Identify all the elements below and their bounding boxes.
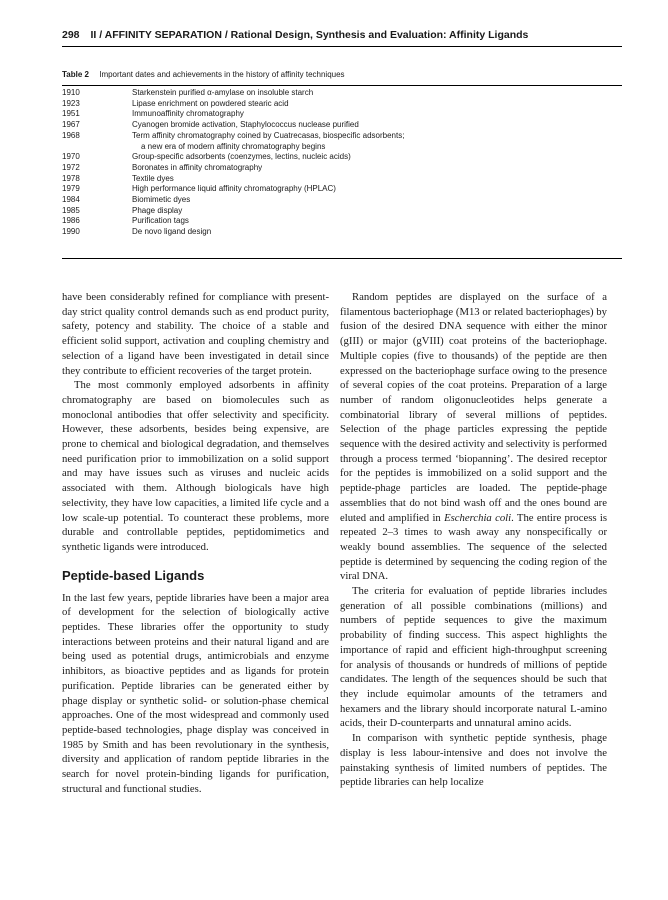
table-top-rule: [62, 85, 622, 86]
table-event-text: De novo ligand design: [132, 227, 212, 237]
left-column: [62, 290, 329, 797]
table-year: 1972: [62, 162, 80, 172]
table-event: [132, 131, 622, 152]
table-row: [62, 227, 622, 238]
table-row: [62, 206, 622, 217]
table-label: Table 2: [62, 70, 89, 79]
table-event-text: Boronates in affinity chromatography: [132, 162, 263, 172]
table-event-continuation: a new era of modern affinity chromatography begins: [141, 141, 326, 151]
table-year: 1951: [62, 109, 80, 119]
table-event-text: Biomimetic dyes: [132, 195, 191, 205]
table-year: 1990: [62, 227, 80, 237]
table-event: [132, 152, 622, 163]
table-year: 1986: [62, 216, 80, 226]
table-event: [132, 88, 622, 99]
paragraph: In the last few years, peptide libraries have been a major area of development for the selection of biologically active peptides. These libraries offer the opportunity to study interactions between proteins and their natural ligand and are being used as potential drugs, antimicrobials and enzyme inhibitors, as bioactive peptides and as ligands for protein purification. Peptide libraries can be generated either by phage display or synthetic solid- or solution-phase chemical approaches. One of the most widespread and commonly used peptide-based technologies, phage display was conceived in 1985 by Smith and has been revolutionary in the synthesis, diversity and application of random peptide libraries in the search for novel protein-binding ligands for purification, structural and functional studies.: [62, 591, 329, 795]
table-event: [132, 109, 622, 120]
table-caption-text: Important dates and achievements in the history of affinity techniques: [99, 70, 345, 79]
table-caption: [62, 70, 622, 79]
table-row: [62, 120, 622, 131]
paragraph: In comparison with synthetic peptide synthesis, phage display is less labour-intensive and does not involve the painstaking synthesis of limited numbers of peptides. The peptide libraries can help localize: [340, 732, 607, 789]
table-row: [62, 174, 622, 185]
running-title: II / AFFINITY SEPARATION / Rational Design, Synthesis and Evaluation: Affinity Ligands: [90, 29, 529, 41]
table-event-text: Lipase enrichment on powdered stearic acid: [132, 98, 289, 108]
table-year: 1984: [62, 195, 80, 205]
table-row: [62, 152, 622, 163]
table-row: [62, 163, 622, 174]
table-year: 1910: [62, 88, 80, 97]
table-event-text: Phage display: [132, 205, 183, 215]
table-event-text: High performance liquid affinity chromatography (HPLAC): [132, 184, 336, 194]
table-year: 1967: [62, 120, 80, 130]
table-event-text: Purification tags: [132, 216, 189, 226]
table-row: [62, 131, 622, 152]
table-event: [132, 99, 622, 110]
table-row: [62, 195, 622, 206]
table-year: 1923: [62, 98, 80, 108]
table-event-text: Group-specific adsorbents (coenzymes, lectins, nucleic acids): [132, 152, 351, 162]
section-heading: Peptide-based Ligands: [62, 567, 205, 583]
paragraph: [340, 290, 607, 584]
table-year: 1979: [62, 184, 80, 194]
table-year: 1985: [62, 205, 80, 215]
table-event: [132, 163, 622, 174]
table-event-text: Cyanogen bromide activation, Staphylococcus nuclease purified: [132, 120, 359, 130]
page-number: 298: [62, 29, 80, 41]
species-name: Escherchia coli: [444, 511, 512, 524]
table-event-text: Immunoaffinity chromatography: [132, 109, 244, 119]
table-event: [132, 195, 622, 206]
table-row: [62, 216, 622, 227]
table-bottom-rule: [62, 258, 622, 259]
table-year: 1968: [62, 130, 80, 140]
table-event: [132, 120, 622, 131]
table-row: [62, 109, 622, 120]
header-rule: [62, 46, 622, 47]
table-event: [132, 216, 622, 227]
table-row: [62, 99, 622, 110]
table-event-text: Term affinity chromatography coined by Cuatrecasas, biospecific adsorbents;: [132, 130, 405, 140]
running-head: [62, 29, 622, 41]
table-event: [132, 174, 622, 185]
paragraph: The most commonly employed adsorbents in affinity chromatography are based on biomolecules such as monoclonal antibodies that offer selectivity and specificity. However, these adsorbents, besides being expensive, are prone to chemical and biological degradation, and themselves need purification prior to immobilization on a solid support and may have issues such as viruses and nucleic acids associated with them. Although biologicals have high selectivity, they have low capacities, a limited life cycle and a low scale-up potential. To counteract these problems, more durable and controllable peptides, peptidomimetics and synthetic ligands were introduced.: [62, 379, 329, 553]
table-event: [132, 227, 622, 238]
paragraph-text: . The entire process is repeated 2–3 times to wash away any nonspecifically or weakly bound assemblies. The sequence of the selected peptide is determined by sequencing the coding region of the viral DNA.: [340, 511, 607, 583]
paragraph-text: Random peptides are displayed on the surface of a filamentous bacteriophage (M13 or related bacteriophages) by fusion of the desired DNA sequence with either the minor (gIII) or major (gVIII) coat proteins of the bacteriophage. Multiple copies (five to thousands) of the peptide are then expressed on the bacteriophage surface owing to the presence of several copies of the coat proteins. Preparation of a large number of random oligonucleotides helps generate a combinatorial library of several millions of peptides. Selection of the phage particles expressing the peptide sequence with the desired activity and selectivity is performed through a process termed ‘biopanning’. The desired receptor for the peptides is immobilized on a solid support and the peptide-phage particles are loaded. The peptide-phage assemblies that do not bind wash off and the ones bound are eluted and amplified in: [340, 291, 607, 524]
table-event: [132, 184, 622, 195]
paragraph: have been considerably refined for compliance with present-day strict quality control demands such as end product purity, safety, potency and stability. The choice of a stable and efficient solid support, activation and coupling chemistry and selection of a ligand have been investigated in detail since they contribute to efficient recoveries of the target protein.: [62, 291, 329, 377]
right-column: [340, 290, 607, 790]
table-event-text: Starkenstein purified α-amylase on insoluble starch: [132, 88, 314, 97]
table-year: 1970: [62, 152, 80, 162]
table-year: 1978: [62, 173, 80, 183]
paragraph: The criteria for evaluation of peptide libraries includes generation of all possible combinations (millions) and numbers of peptide sequences to give the maximum probability of finding success. This aspect highlights the importance of rapid and efficient high-throughput screening for analysis of thousands or hundreds of millions of peptide candidates. The length of the sequences should be such that they include equimolar amounts of the tetramers and hexamers and the library should incorporate natural L-amino acids, their D-counterparts and unnatural amino acids.: [340, 585, 607, 730]
table-event: [132, 206, 622, 217]
table-event-text: Textile dyes: [132, 173, 174, 183]
history-table: [62, 88, 622, 238]
table-row: [62, 88, 622, 99]
table-row: [62, 184, 622, 195]
